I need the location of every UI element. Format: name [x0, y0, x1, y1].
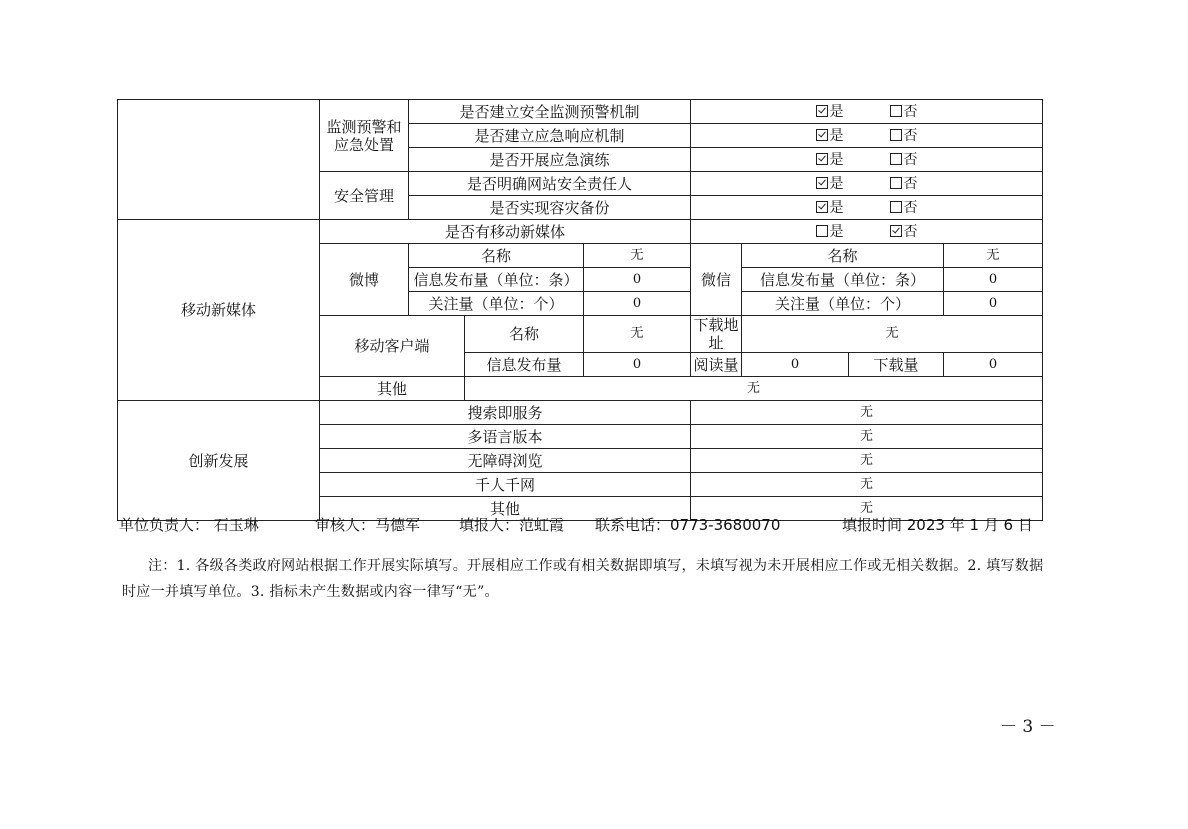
- wechat-followers-label: 关注量（单位：个）: [742, 292, 944, 316]
- yes-no-checkbox: [691, 172, 1043, 196]
- yes-no-checkbox: [691, 220, 1043, 244]
- option-label: 是: [829, 103, 844, 120]
- question-cell: 是否建立应急响应机制: [409, 124, 691, 148]
- weibo-label: 微博: [320, 244, 409, 316]
- unit-head: 单位负责人： 石玉琳: [119, 516, 259, 534]
- yes-no-checkbox: [691, 124, 1043, 148]
- option-no: [890, 223, 918, 241]
- wechat-name-value: 无: [944, 244, 1043, 268]
- yes-no-checkbox: [691, 196, 1043, 220]
- option-label: 是: [829, 199, 844, 216]
- question-cell: 是否明确网站安全责任人: [409, 172, 691, 196]
- checked-box-icon: [816, 129, 828, 141]
- blank-section-cell: [118, 100, 320, 220]
- weibo-name-value: 无: [584, 244, 691, 268]
- innovation-item-value: 无: [691, 497, 1043, 521]
- group-label-security: 安全管理: [320, 172, 409, 220]
- checked-box-icon: [816, 153, 828, 165]
- option-no: [890, 127, 918, 145]
- table-row: [118, 100, 1043, 124]
- filler: 填报人：范虹霞: [459, 516, 565, 534]
- reviewer: 审核人：马德军: [315, 516, 421, 534]
- empty-box-icon: [890, 129, 902, 141]
- innovation-item-value: 无: [691, 425, 1043, 449]
- innovation-item-value: 无: [691, 449, 1043, 473]
- empty-box-icon: [890, 201, 902, 213]
- innovation-item-value: 无: [691, 473, 1043, 497]
- option-label: 否: [903, 223, 918, 240]
- report-table: [117, 99, 1043, 521]
- question-cell: 是否建立安全监测预警机制: [409, 100, 691, 124]
- section-label-mobile: 移动新媒体: [118, 220, 320, 401]
- option-label: 否: [903, 175, 918, 192]
- wechat-followers-value: 0: [944, 292, 1043, 316]
- question-cell: 是否开展应急演练: [409, 148, 691, 172]
- app-download-addr-label: 下载地址: [691, 316, 742, 353]
- weibo-followers-label: 关注量（单位：个）: [409, 292, 584, 316]
- option-no: [890, 199, 918, 217]
- empty-box-icon: [816, 225, 828, 237]
- innovation-item-label: 千人千网: [320, 473, 691, 497]
- option-no: [890, 103, 918, 121]
- innovation-item-label: 其他: [320, 497, 691, 521]
- option-label: 否: [903, 199, 918, 216]
- app-download-addr-value: 无: [742, 316, 1043, 353]
- checked-box-icon: [816, 201, 828, 213]
- app-reads-label: 阅读量: [691, 353, 742, 377]
- wechat-name-label: 名称: [742, 244, 944, 268]
- option-yes: [816, 223, 844, 241]
- option-label: 否: [903, 103, 918, 120]
- mobile-other-value: 无: [465, 377, 1043, 401]
- option-yes: [816, 175, 844, 193]
- section-label-innovation: 创新发展: [118, 401, 320, 521]
- option-yes: [816, 127, 844, 145]
- checked-box-icon: [890, 225, 902, 237]
- app-downloads-label: 下载量: [849, 353, 944, 377]
- innovation-item-label: 搜索即服务: [320, 401, 691, 425]
- yes-no-checkbox: [691, 148, 1043, 172]
- empty-box-icon: [890, 105, 902, 117]
- option-label: 是: [829, 175, 844, 192]
- app-posts-value: 0: [584, 353, 691, 377]
- weibo-posts-label: 信息发布量（单位：条）: [409, 268, 584, 292]
- option-label: 否: [903, 151, 918, 168]
- question-cell: 是否有移动新媒体: [320, 220, 691, 244]
- phone: 联系电话：0773-3680070: [595, 516, 781, 534]
- weibo-posts-value: 0: [584, 268, 691, 292]
- wechat-label: 微信: [691, 244, 742, 316]
- option-yes: [816, 151, 844, 169]
- option-label: 是: [829, 223, 844, 240]
- app-name-label: 名称: [465, 316, 584, 353]
- footnote: 注：1. 各级各类政府网站根据工作开展实际填写。开展相应工作或有相关数据即填写，未填写视为未开展相应工作或无相关数据。2. 填写数据时应一并填写单位。3. 指标未产生数据或内容一律写“无”。: [122, 558, 1044, 600]
- weibo-followers-value: 0: [584, 292, 691, 316]
- checked-box-icon: [816, 177, 828, 189]
- empty-box-icon: [890, 177, 902, 189]
- yes-no-checkbox: [691, 100, 1043, 124]
- innovation-item-label: 无障碍浏览: [320, 449, 691, 473]
- option-label: 是: [829, 151, 844, 168]
- mobile-other-label: 其他: [320, 377, 465, 401]
- app-reads-value: 0: [742, 353, 849, 377]
- group-label-monitor: 监测预警和应急处置: [320, 100, 409, 172]
- option-no: [890, 175, 918, 193]
- wechat-posts-value: 0: [944, 268, 1043, 292]
- table-row: [118, 220, 1043, 244]
- app-posts-label: 信息发布量: [465, 353, 584, 377]
- wechat-posts-label: 信息发布量（单位：条）: [742, 268, 944, 292]
- option-yes: [816, 199, 844, 217]
- fill-time: 填报时间 2023 年 1 月 6 日: [842, 516, 1033, 534]
- innovation-item-label: 多语言版本: [320, 425, 691, 449]
- question-cell: 是否实现容灾备份: [409, 196, 691, 220]
- option-yes: [816, 103, 844, 121]
- option-no: [890, 151, 918, 169]
- checked-box-icon: [816, 105, 828, 117]
- page-number: － 3 －: [1000, 717, 1056, 737]
- app-name-value: 无: [584, 316, 691, 353]
- app-label: 移动客户端: [320, 316, 465, 377]
- innovation-item-value: 无: [691, 401, 1043, 425]
- empty-box-icon: [890, 153, 902, 165]
- weibo-name-label: 名称: [409, 244, 584, 268]
- app-downloads-value: 0: [944, 353, 1043, 377]
- table-row: [118, 401, 1043, 425]
- option-label: 是: [829, 127, 844, 144]
- option-label: 否: [903, 127, 918, 144]
